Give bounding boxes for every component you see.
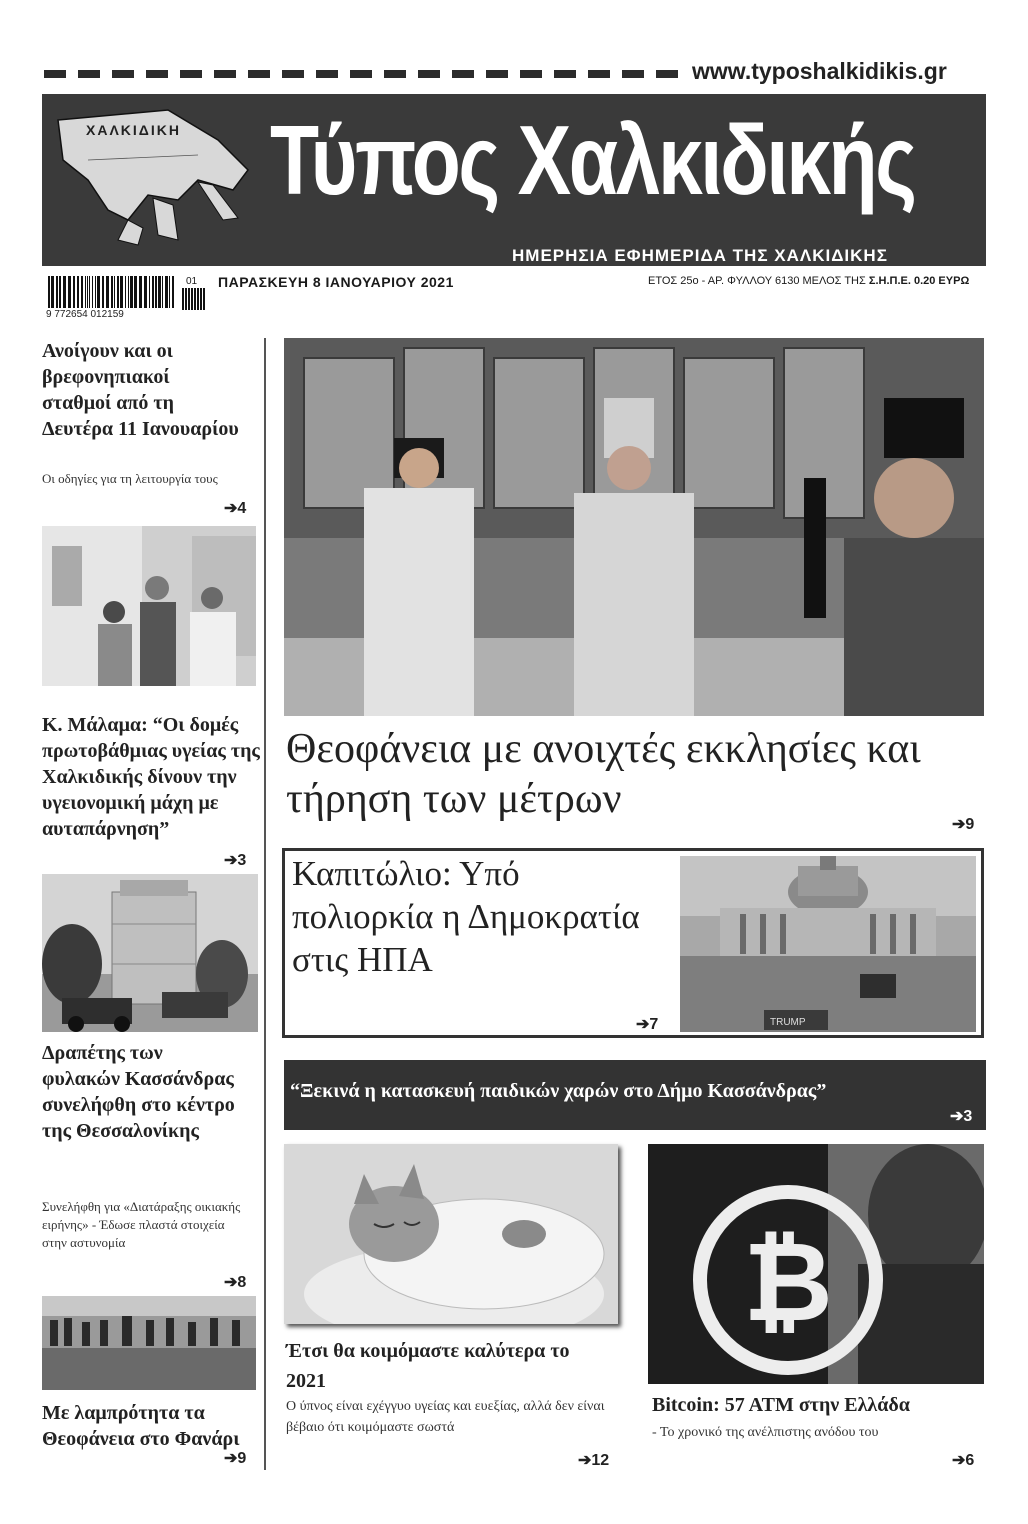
barcode-bar xyxy=(149,276,150,308)
bitcoin-headline[interactable]: Bitcoin: 57 ATM στην Ελλάδα xyxy=(652,1394,910,1416)
barcode-image xyxy=(46,276,206,312)
barcode-bar xyxy=(114,276,115,308)
barcode-addon-bar xyxy=(188,288,190,310)
barcode-addon-bar xyxy=(203,288,205,310)
story-nurseries-summary: Οι οδηγίες για τη λειτουργία τους xyxy=(42,471,218,486)
barcode-addon-bar xyxy=(200,288,202,310)
main-story-page-ref[interactable]: ➔9 xyxy=(952,816,975,833)
barcode-bar xyxy=(102,276,104,308)
barcode-bar xyxy=(77,276,79,308)
barcode-bar xyxy=(106,276,109,308)
barcode-bar xyxy=(87,276,88,308)
story-nurseries-page-ref[interactable]: ➔4 xyxy=(224,500,247,517)
barcode-addon-bar xyxy=(185,288,187,310)
bitcoin-summary: - Το χρονικό της ανέλπιστης ανόδου του xyxy=(652,1425,879,1440)
barcode-bar xyxy=(169,276,170,308)
sleep-summary: Ο ύπνος είναι εχέγγυο υγείας και ευεξίας, αλλά δεν είναι βέβαιο ότι κοιμόμαστε σωστά xyxy=(286,1399,605,1435)
barcode-bar xyxy=(125,276,126,308)
newspaper-subtitle: ΗΜΕΡΗΣΙΑ ΕΦΗΜΕΡΙΔΑ ΤΗΣ ΧΑΛΚΙΔΙΚΗΣ xyxy=(512,246,888,265)
barcode-addon-bar xyxy=(182,288,184,310)
barcode-bar xyxy=(59,276,61,308)
barcode-bar xyxy=(172,276,174,308)
barcode-bar xyxy=(73,276,75,308)
barcode-addon-bar xyxy=(194,288,196,310)
health-visit-photo xyxy=(42,526,256,686)
story-fugitive-headline[interactable]: Δραπέτης των φυλακών Κασσάνδρας συνελήφθη στο κέντρο της Θεσσαλονίκης xyxy=(42,1042,235,1142)
quote-page-ref[interactable]: ➔3 xyxy=(950,1108,973,1125)
capitol-headline[interactable]: Καπιτώλιο: Υπό πολιορκία η Δημοκρατία στις ΗΠΑ xyxy=(292,854,640,979)
barcode-bar xyxy=(120,276,123,308)
barcode-bar xyxy=(85,276,86,308)
barcode-bar xyxy=(81,276,83,308)
barcode-bar xyxy=(144,276,147,308)
barcode-bar xyxy=(165,276,168,308)
website-link[interactable]: www.typoshalkidikis.gr xyxy=(692,58,947,84)
chalkidiki-map-image xyxy=(48,100,258,250)
issue-info-text: ΕΤΟΣ 25ο - ΑΡ. ΦΥΛΛΟΥ 6130 ΜΕΛΟΣ ΤΗΣ xyxy=(648,275,866,287)
issue-date: ΠΑΡΑΣΚΕΥΗ 8 ΙΑΝΟΥΑΡΙΟΥ 2021 xyxy=(218,274,454,290)
barcode-addon-bar xyxy=(191,288,193,310)
barcode-bar xyxy=(51,276,54,308)
barcode-bar xyxy=(117,276,119,308)
barcode-bar xyxy=(152,276,154,308)
barcode-bar xyxy=(92,276,93,308)
sleep-headline[interactable]: Έτσι θα κοιμόμαστε καλύτερα το 2021 xyxy=(286,1340,570,1392)
barcode-bar xyxy=(97,276,100,308)
barcode-bar xyxy=(139,276,142,308)
story-fugitive-summary: Συνελήφθη για «Διατάραξης οικιακής ειρήνης» - Έδωσε πλαστά στοιχεία στην αστυνομία xyxy=(42,1199,241,1250)
story-malama-page-ref[interactable]: ➔3 xyxy=(224,852,247,869)
barcode-issue-number: 01 xyxy=(186,276,198,287)
theophany-service-photo xyxy=(284,338,984,716)
story-fugitive-page-ref[interactable]: ➔8 xyxy=(224,1274,247,1291)
capitol-page-ref[interactable]: ➔7 xyxy=(636,1016,659,1033)
issue-info xyxy=(648,275,969,287)
issue-info-price: Σ.Η.Π.Ε. 0.20 ΕΥΡΩ xyxy=(868,275,970,287)
fanari-theophany-photo xyxy=(42,1296,256,1390)
header-dash-rule xyxy=(44,70,679,78)
svg-text:₿: ₿ xyxy=(743,1218,833,1346)
barcode-bar xyxy=(130,276,133,308)
barcode-bar xyxy=(128,276,129,308)
bitcoin-atm-photo xyxy=(648,1144,984,1384)
quote-headline[interactable]: “Ξεκινά η κατασκευή παιδικών χαρών στο Δήμο Κασσάνδρας” xyxy=(290,1080,827,1102)
sleeping-cat-photo xyxy=(284,1144,618,1324)
barcode-addon-bar xyxy=(197,288,199,310)
barcode-bar xyxy=(68,276,71,308)
svg-text:ΧΑΛΚΙΔΙΚΗ: ΧΑΛΚΙΔΙΚΗ xyxy=(86,122,181,138)
barcode-bar xyxy=(89,276,90,308)
svg-text:TRUMP: TRUMP xyxy=(770,1017,806,1028)
bitcoin-page-ref[interactable]: ➔6 xyxy=(952,1452,975,1469)
barcode-bar xyxy=(56,276,58,308)
main-headline[interactable]: Θεοφάνεια με ανοιχτές εκκλησίες και τήρηση των μέτρων xyxy=(286,726,921,822)
sleep-page-ref[interactable]: ➔12 xyxy=(578,1452,610,1469)
white-tower-photo xyxy=(42,874,258,1032)
story-fanari-page-ref[interactable]: ➔9 xyxy=(224,1450,247,1467)
story-nurseries-headline[interactable]: Ανοίγουν και οι βρεφονηπιακοί σταθμοί από τη Δευτέρα 11 Ιανουαρίου xyxy=(42,340,239,440)
barcode-bar xyxy=(158,276,161,308)
barcode-number: 9 772654 012159 xyxy=(46,309,124,320)
barcode-bar xyxy=(162,276,163,308)
barcode-bar xyxy=(155,276,157,308)
newspaper-title: Τύπος Χαλκιδικής xyxy=(270,105,915,215)
barcode-bar xyxy=(63,276,66,308)
capitol-photo xyxy=(680,856,976,1032)
barcode-bar xyxy=(48,276,50,308)
story-malama-headline[interactable]: Κ. Μάλαμα: “Οι δομές πρωτοβάθμιας υγείας της Χαλκιδικής δίνουν την υγειονομική μάχη με αυταπάρνηση” xyxy=(42,714,260,840)
barcode-bar xyxy=(111,276,113,308)
barcode-bar xyxy=(134,276,137,308)
column-divider xyxy=(264,338,266,1470)
story-fanari-headline[interactable]: Με λαμπρότητα τα Θεοφάνεια στο Φανάρι xyxy=(42,1402,240,1450)
barcode-bar xyxy=(95,276,96,308)
